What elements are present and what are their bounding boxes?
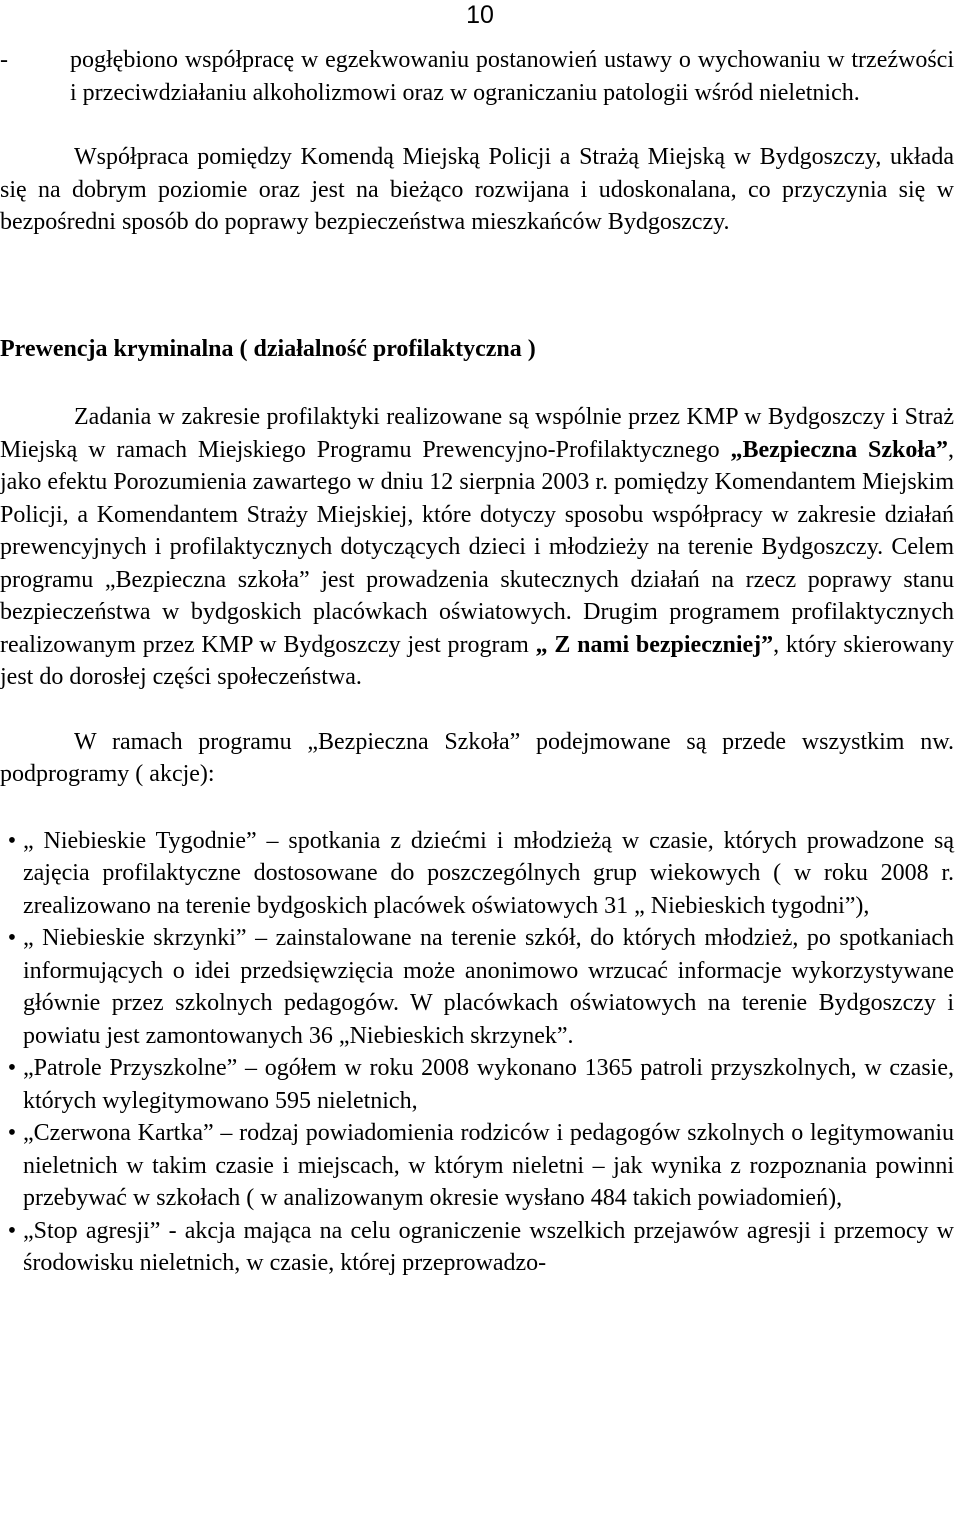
bullet-icon: • (7, 1120, 17, 1146)
list-item-text: „Stop agresji” - akcja mająca na celu ograniczenie wszelkich przejawów agresji i przemocy w środowisku nieletnich, w czasie, której przeprowadzo- (23, 1217, 954, 1276)
list-item (7, 922, 954, 1052)
paragraph-tasks-text-3: , który skierowany jest do dorosłej części społeczeństwa. (0, 631, 954, 690)
paragraph-program: W ramach programu „Bezpieczna Szkoła” podejmowane są przede wszystkim nw. podprogramy ( akcje): (0, 728, 954, 787)
bullet-icon: • (7, 925, 17, 951)
list-item-text: „Patrole Przyszkolne” – ogółem w roku 2008 wykonano 1365 patroli przyszkolnych, w czasie, których wylegitymowano 595 nieletnich, (23, 1055, 954, 1114)
intro-list-item (0, 44, 954, 109)
bullet-icon: • (7, 1055, 17, 1081)
paragraph-tasks (0, 401, 954, 694)
list-item (7, 1215, 954, 1280)
list-dash: - (0, 47, 8, 73)
section-heading: Prewencja kryminalna ( działalność profilaktyczna ) (0, 335, 536, 362)
subprogram-list (0, 825, 954, 1280)
document-body (0, 44, 954, 1280)
list-item-text: „Czerwona Kartka” – rodzaj powiadomienia rodziców i pedagogów szkolnych o legitymowaniu nieletnich w takim czasie i miejscach, w którym nieletni – jak wynika z rozpoznania powinni przebywać w szkołach ( w analizowanym okresie wysłano 484 takich powiadomień), (23, 1120, 954, 1211)
page-number: 10 (466, 1, 494, 29)
intro-list-item-text: pogłębiono współpracę w egzekwowaniu postanowień ustawy o wychowaniu w trzeźwości i przeciwdziałaniu alkoholizmowi oraz w ograniczaniu patologii wśród nieletnich. (70, 47, 954, 106)
list-item-text: „ Niebieskie skrzynki” – zainstalowane na terenie szkół, do których młodzież, po spotkaniach informujących o idei przedsięwzięcia może anonimowo wrzucać informacje wykorzystywane głównie przez szkolnych pedagogów. W placówkach oświatowych na terenie Bydgoszczy i powiatu jest zamontowanych 36 „Niebieskich skrzynek”. (23, 925, 954, 1049)
list-item-text: „ Niebieskie Tygodnie” – spotkania z dziećmi i młodzieżą w czasie, których prowadzone są zajęcia profilaktyczne dostosowane do poszczególnych grup wiekowych ( w roku 2008 r. zrealizowano na terenie bydgoskich placówek oświatowych 31 „ Niebieskich tygodni”), (23, 827, 954, 919)
program-name-z-nami-bezpieczniej: „ Z nami bezpieczniej” (535, 631, 774, 658)
bullet-icon: • (7, 827, 17, 854)
paragraph-cooperation: Współpraca pomiędzy Komendą Miejską Policji a Strażą Miejską w Bydgoszczy, układa się na dobrym poziomie oraz jest na bieżąco rozwijana i udoskonalana, co przyczynia się w bezpośredni sposób do poprawy bezpieczeństwa mieszkańców Bydgoszczy. (0, 144, 954, 235)
paragraph-tasks-text-2: , jako efektu Porozumienia zawartego w dniu 12 sierpnia 2003 r. pomiędzy Komendantem Miejskim Policji, a Komendantem Straży Miejskiej, które dotyczy sposobu współpracy w zakresie działań prewencyjnych i profilaktycznych dotyczących dzieci i młodzieży na terenie Bydgoszczy. Celem programu „Bezpieczna szkoła” jest prowadzenia skutecznych działań na rzecz poprawy stanu bezpieczeństwa w bydgoskich placówkach oświatowych. Drugim programem profilaktycznych realizowanym przez KMP w Bydgoszczy jest program (0, 436, 954, 658)
program-name-bezpieczna-szkola: „Bezpieczna Szkoła” (730, 436, 948, 463)
list-item (7, 825, 954, 923)
list-item (7, 1117, 954, 1215)
list-item (7, 1052, 954, 1117)
bullet-icon: • (7, 1217, 17, 1244)
paragraph-tasks-text-1: Zadania w zakresie profilaktyki realizowane są wspólnie przez KMP w Bydgoszczy i Straż Miejską w ramach Miejskiego Programu Prewencyjno-Profilaktycznego (0, 404, 954, 463)
